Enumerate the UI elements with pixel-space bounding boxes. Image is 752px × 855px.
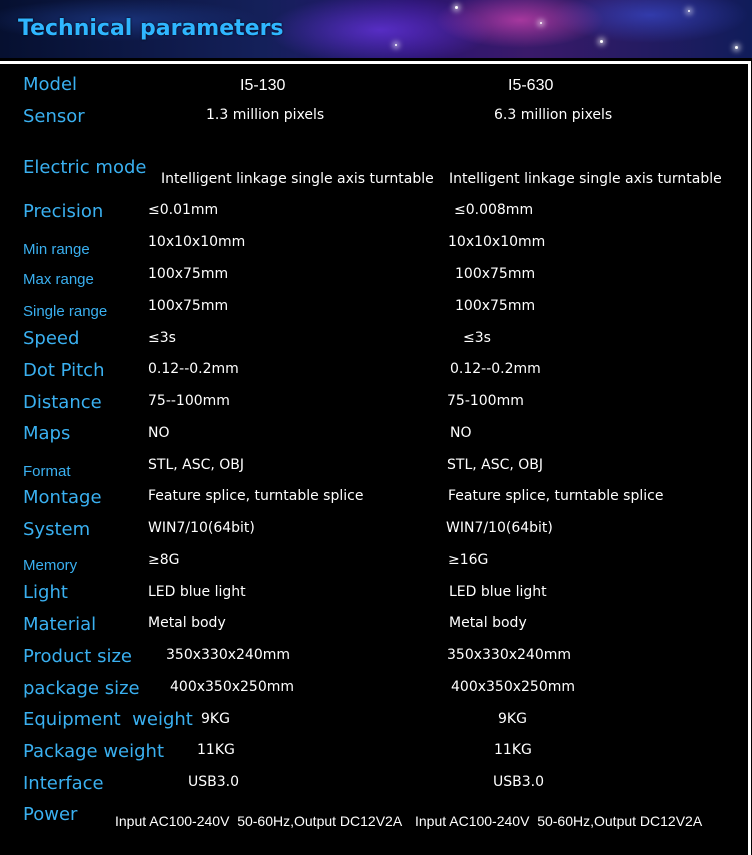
param-label-electric-mode: Electric mode [23, 157, 147, 178]
param-value-i5-130: 9KG [201, 711, 230, 727]
param-value-i5-630: 6.3 million pixels [494, 107, 613, 123]
divider [748, 61, 751, 855]
param-label-speed: Speed [23, 328, 80, 349]
param-label-model: Model [23, 74, 78, 95]
param-value-i5-630: 75-100mm [447, 393, 524, 409]
param-value-i5-130: STL, ASC, OBJ [148, 457, 245, 473]
param-value-i5-130: Intelligent linkage single axis turntable [161, 171, 434, 187]
param-label-max-range: Max range [23, 271, 94, 288]
sparkle-decoration [600, 40, 603, 43]
param-value-i5-130: 10x10x10mm [148, 234, 246, 250]
param-label-package-size: package size [23, 678, 140, 699]
param-value-i5-630: 100x75mm [455, 266, 536, 282]
param-label-light: Light [23, 582, 68, 603]
param-label-single-range: Single range [23, 303, 108, 320]
sparkle-decoration [735, 46, 738, 49]
param-label-sensor: Sensor [23, 106, 85, 127]
page-title: Technical parameters [18, 16, 284, 41]
param-label-precision: Precision [23, 201, 104, 222]
param-label-memory: Memory [23, 557, 78, 574]
param-value-i5-130: NO [148, 425, 170, 441]
sparkle-decoration [688, 10, 690, 12]
sparkle-decoration [540, 22, 542, 24]
param-value-i5-630: 11KG [494, 742, 532, 758]
param-value-i5-130: 0.12--0.2mm [148, 361, 239, 377]
param-value-i5-130: Metal body [148, 615, 226, 631]
param-value-i5-630: 0.12--0.2mm [450, 361, 541, 377]
param-value-i5-130: 100x75mm [148, 298, 229, 314]
param-value-i5-130: ≤0.01mm [148, 202, 219, 218]
param-value-i5-630: Input AC100-240V 50-60Hz,Output DC12V2A [415, 813, 703, 829]
param-label-system: System [23, 519, 91, 540]
param-label-equipment-weight: Equipment weight [23, 709, 193, 730]
param-value-i5-130: 1.3 million pixels [206, 107, 325, 123]
param-label-montage: Montage [23, 487, 102, 508]
param-value-i5-630: ≤0.008mm [454, 202, 534, 218]
param-value-i5-130: LED blue light [148, 584, 246, 600]
param-label-distance: Distance [23, 392, 102, 413]
param-value-i5-630: 10x10x10mm [448, 234, 546, 250]
param-value-i5-630: NO [450, 425, 472, 441]
param-label-power: Power [23, 804, 78, 825]
param-value-i5-630: 9KG [498, 711, 527, 727]
param-value-i5-130: 75--100mm [148, 393, 230, 409]
param-value-i5-130: 11KG [197, 742, 235, 758]
param-label-product-size: Product size [23, 646, 132, 667]
param-label-dot-pitch: Dot Pitch [23, 360, 105, 381]
param-value-i5-130: 100x75mm [148, 266, 229, 282]
param-value-i5-630: 400x350x250mm [451, 679, 576, 695]
param-value-i5-630: 100x75mm [455, 298, 536, 314]
param-value-i5-630: STL, ASC, OBJ [447, 457, 544, 473]
param-label-material: Material [23, 614, 97, 635]
param-value-i5-130: USB3.0 [188, 774, 240, 790]
param-label-package-weight: Package weight [23, 741, 165, 762]
param-label-min-range: Min range [23, 241, 90, 258]
param-value-i5-630: 350x330x240mm [447, 647, 572, 663]
divider [0, 61, 748, 64]
param-value-i5-630: LED blue light [449, 584, 547, 600]
param-value-i5-630: Intelligent linkage single axis turntable [449, 171, 722, 187]
param-value-i5-130: ≥8G [148, 552, 180, 568]
param-value-i5-630: ≥16G [448, 552, 489, 568]
param-value-i5-630: Metal body [449, 615, 527, 631]
param-value-i5-130: WIN7/10(64bit) [148, 520, 255, 536]
param-value-i5-130: 350x330x240mm [166, 647, 291, 663]
param-label-format: Format [23, 463, 71, 480]
param-value-i5-130: ≤3s [148, 330, 176, 346]
param-value-i5-630: Feature splice, turntable splice [448, 488, 664, 504]
header-banner [0, 0, 752, 58]
sparkle-decoration [395, 44, 397, 46]
sparkle-decoration [455, 6, 458, 9]
param-label-maps: Maps [23, 423, 71, 444]
param-value-i5-130: Feature splice, turntable splice [148, 488, 364, 504]
param-value-i5-630: USB3.0 [493, 774, 545, 790]
param-value-i5-130: I5-130 [240, 77, 286, 94]
param-value-i5-630: WIN7/10(64bit) [446, 520, 553, 536]
param-value-i5-630: I5-630 [508, 77, 554, 94]
param-value-i5-130: 400x350x250mm [170, 679, 295, 695]
param-value-i5-130: Input AC100-240V 50-60Hz,Output DC12V2A [115, 813, 403, 829]
param-label-interface: Interface [23, 773, 104, 794]
param-value-i5-630: ≤3s [463, 330, 491, 346]
